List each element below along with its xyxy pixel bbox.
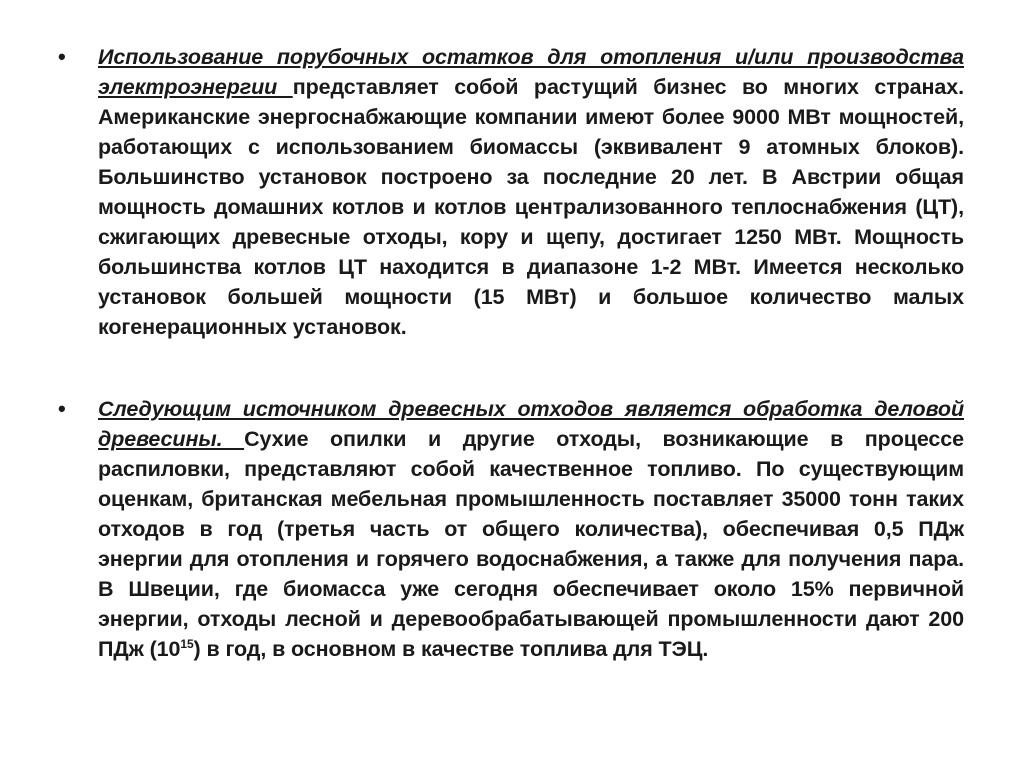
superscript-exponent: 15: [180, 636, 194, 651]
paragraph-2-lead: Следующим источником древесных отходов является обработка деловой древесины.: [98, 397, 964, 451]
paragraph-1-lead: Использование порубочных остатков для отопления и/или производства электроэнергии: [98, 45, 964, 99]
bullet-item-1: [58, 42, 966, 342]
bullet-marker: •: [58, 396, 66, 421]
paragraph-2: [98, 394, 964, 664]
paragraph-1-body: представляет собой растущий бизнес во многих странах. Американские энергоснабжающие компании имеют более 9000 МВт мощностей, работающих с использованием биомассы (эквивалент 9 атомных блоков). Большинство установок построено за последние 20 лет. В Австрии общая мощность домашних котлов и котлов централизованного теплоснабжения (ЦТ), сжигающих древесные отходы, кору и щепу, достигает 1250 МВт. Мощность большинства котлов ЦТ находится в диапазоне 1-2 МВт. Имеется несколько установок большей мощности (15 МВт) и большое количество малых когенерационных установок.: [98, 75, 964, 339]
bullet-item-2: [58, 394, 966, 664]
bullet-marker: •: [58, 44, 66, 69]
paragraph-2-body-end: ) в год, в основном в качестве топлива для ТЭЦ.: [193, 637, 709, 661]
paragraph-2-body: Сухие опилки и другие отходы, возникающие в процессе распиловки, представляют собой качественное топливо. По существующим оценкам, британская мебельная промышленность поставляет 35000 тонн таких отходов в год (третья часть от общего количества), обеспечивая 0,5 ПДж энергии для отопления и горячего водоснабжения, а также для получения пара. В Швеции, где биомасса уже сегодня обеспечивает около 15% первичной энергии, отходы лесной и деревообрабатывающей промышленности дают 200 ПДж (10: [98, 427, 964, 661]
paragraph-1: [98, 42, 964, 342]
